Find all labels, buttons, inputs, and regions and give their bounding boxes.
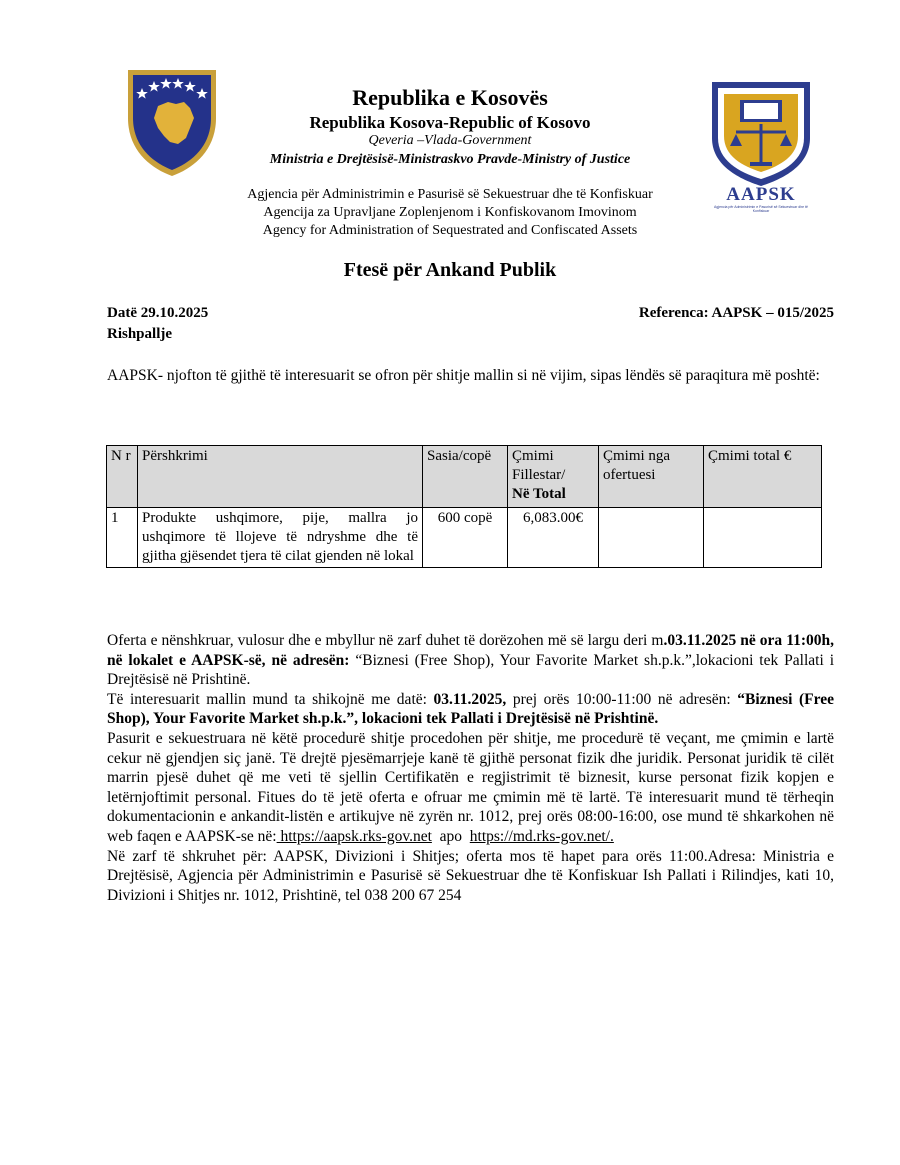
document-title: Ftesë për Ankand Publik [343,259,557,281]
submission-address: “Biznesi (Free Shop), Your Favorite Market sh.p.k.”,lokacioni tek Pallati i Drejtësisë në Prishtinë. [107,651,835,689]
col-header-starting-price [508,446,599,508]
col-header-total-price: Çmimi total € [704,446,822,508]
submission-deadline: .03.11.2025 në ora 11:00h, në lokalet e AAPSK-së, në adresën: [107,632,834,669]
viewing-date: 03.11.2025, [433,690,507,708]
row-starting-price: 6,083.00€ [508,508,599,568]
aapsk-acronym: AAPSK [726,184,796,205]
col-header-description: Përshkrimi [138,446,423,508]
intro-paragraph: AAPSK- njofton të gjithë të interesuarit se ofron për shitje mallin si në vijim, sipas lëndës së paraqitura më poshtë: [107,367,820,384]
table-row [107,508,822,568]
row-total-price [704,508,822,568]
row-quantity: 600 copë [423,508,508,568]
submission-paragraph [107,631,834,690]
row-description: Produkte ushqimore, pije, mallra jo ushqimore të llojeve të ndryshme dhe të gjitha gjësendet tjera të cilat gjenden në lokal [138,508,423,568]
aapsk-logo [706,78,816,214]
viewing-text: Të interesuarit mallin mund ta shikojnë me datë: [107,690,434,708]
conditions-paragraph [107,729,834,847]
header-country-name: Republika e Kosovës [352,85,548,110]
envelope-paragraph: Në zarf të shkruhet për: AAPSK, Divizioni i Shitjes; oferta mos të hapet para orës 11:00.Adresa: Ministria e Drejtësisë, Agjencia për Administrimin e Pasurisë së Sekuestruar dhe të Konfiskuar Ish Pallati i Rilindjes, kati 10, Divizioni i Shitjes nr. 1012, Prishtinë, tel 038 200 67 254 [107,847,834,904]
col-header-quantity: Sasia/copë [423,446,508,508]
md-website-link[interactable]: https://md.rks-gov.net/. [469,827,614,845]
conditions-or: apo [431,827,470,845]
col-header-price-label: Çmimi Fillestar/ [512,448,566,483]
conditions-text: Pasurit e sekuestruara në këtë procedurë shitje procedohen për shitje, me procedurë të veçant, me çmimin e lartë cekur në gjendjen siç janë. Të drejtë pjesëmarrjeje kanë të gjithë personat fizik dhe juridik. Personat juridik të cilët marrin pjesë duhet që me veti të sjellin Certifikatën e regjistrimit të biznesit, kurse personat fizik kopjen e letërnjoftimit personal. Fitues do të jetë oferta e ofruar me çmimin më të lartë. Të interesuarit mund të tërheqin dokumentacionin e ankandit-listën e artikujve në zyrën nr. 1012, prej orës 08:00-16:00, ose mund të shkarkohen në web faqen e AAPSK-se në: [107,729,834,845]
document-resend-label: Rishpallje [107,326,173,342]
col-header-offer-price: Çmimi nga ofertuesi [599,446,704,508]
auction-terms [107,631,834,905]
header-country-multilingual: Republika Kosova-Republic of Kosovo [309,113,591,132]
header-agency-english: Agency for Administration of Sequestrated and Confiscated Assets [262,223,638,238]
aapsk-caption: Agjencia për Administrimin e Pasurisë së Sekuestruar dhe të Konfiskuar [714,205,808,213]
header-government: Qeveria –Vlada-Government [368,133,532,148]
viewing-address: “Biznesi (Free Shop), Your Favorite Market sh.p.k.”, lokacioni tek Pallati i Drejtësisë në Prishtinë. [107,690,834,728]
table-header-row [107,446,822,508]
header-agency-serbian: Agencija za Upravljane Zoplenjenom i Konfiskovanom Imovinom [263,205,637,220]
col-header-price-total: Në Total [512,486,566,502]
row-nr: 1 [107,508,138,568]
aapsk-website-link[interactable]: https://aapsk.rks-gov.net [276,827,432,845]
header-ministry: Ministria e Drejtësisë-Ministraskvo Pravde-Ministry of Justice [269,152,631,167]
col-header-nr: N r [107,446,138,508]
document-date: Datë 29.10.2025 [107,305,209,321]
row-offer-price [599,508,704,568]
header-agency-albanian: Agjencia për Administrimin e Pasurisë së Sekuestruar dhe të Konfiskuar [247,187,653,202]
viewing-hours: prej orës 10:00-11:00 në adresën: [506,690,738,708]
document-reference: Referenca: AAPSK – 015/2025 [638,305,834,321]
submission-text: Oferta e nënshkruar, vulosur dhe e mbyllur në zarf duhet të dorëzohen më së largu deri m [107,632,664,649]
viewing-paragraph [107,690,834,729]
auction-items-table [106,445,822,568]
